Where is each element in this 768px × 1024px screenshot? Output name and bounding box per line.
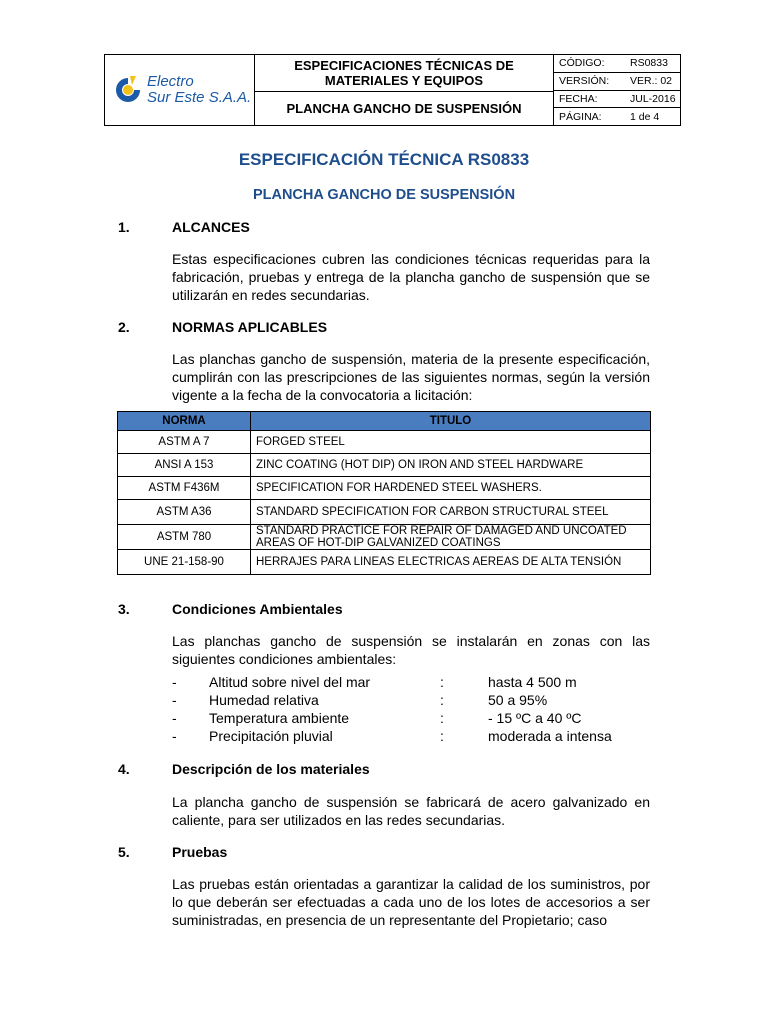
bullet-dash: - <box>172 710 177 726</box>
page-title: ESPECIFICACIÓN TÉCNICA RS0833 <box>238 150 530 169</box>
table-cell: SPECIFICATION FOR HARDENED STEEL WASHERS. <box>251 477 651 500</box>
table-cell: ANSI A 153 <box>118 454 251 477</box>
condition-name: Temperatura ambiente <box>209 710 350 726</box>
section-label: Pruebas <box>172 844 228 860</box>
table-cell: ASTM F436M <box>118 477 251 500</box>
table-row <box>118 525 651 550</box>
condition-value: 50 a 95% <box>488 692 548 708</box>
table-cell: ASTM A 7 <box>118 431 251 454</box>
condition-colon: : <box>440 674 444 690</box>
table-cell: ZINC COATING (HOT DIP) ON IRON AND STEEL HARDWARE <box>251 454 651 477</box>
table-header-row <box>118 412 651 431</box>
section-label: ALCANCES <box>172 219 250 235</box>
condition-name: Altitud sobre nivel del mar <box>209 674 371 690</box>
doc-type: ESPECIFICACIONES TÉCNICAS DE MATERIALES Y EQUIPOS <box>255 55 553 92</box>
table-row <box>118 550 651 575</box>
list-item <box>172 728 650 746</box>
column-header: TITULO <box>251 412 651 431</box>
table-cell: HERRAJES PARA LINEAS ELECTRICAS AEREAS DE ALTA TENSIÓN <box>251 550 651 575</box>
paragraph-ambientales: Las planchas gancho de suspensión se instalarán en zonas con las siguientes condiciones ambientales: <box>172 633 650 667</box>
condition-value: moderada a intensa <box>488 728 612 744</box>
conditions-list <box>172 674 650 746</box>
bullet-dash: - <box>172 674 177 690</box>
logo-wordmark <box>147 74 251 106</box>
meta-value: 1 de 4 <box>630 110 660 123</box>
column-header: NORMA <box>118 412 251 431</box>
meta-value: JUL-2016 <box>630 92 676 105</box>
meta-key: CÓDIGO: <box>559 57 605 70</box>
document-header <box>104 54 681 126</box>
company-logo <box>105 55 255 125</box>
standards-table <box>117 411 651 575</box>
table-row <box>118 500 651 525</box>
table-row <box>118 477 651 500</box>
meta-key: FECHA: <box>559 92 598 105</box>
condition-name: Precipitación pluvial <box>209 728 333 744</box>
section-number: 1. <box>118 219 130 235</box>
paragraph-materiales: La plancha gancho de suspensión se fabricará de acero galvanizado en caliente, para ser utilizados en las redes secundarias. <box>172 794 650 828</box>
page-subtitle: PLANCHA GANCHO DE SUSPENSIÓN <box>252 187 516 203</box>
doc-subject: PLANCHA GANCHO DE SUSPENSIÓN <box>286 101 522 116</box>
bullet-dash: - <box>172 692 177 708</box>
list-item <box>172 692 650 710</box>
table-cell: UNE 21-158-90 <box>118 550 251 575</box>
logo-line1: Electro <box>147 73 194 90</box>
logo-line2: Sur Este S.A.A. <box>147 89 252 106</box>
condition-colon: : <box>440 710 444 726</box>
section-number: 4. <box>118 761 130 777</box>
section-number: 2. <box>118 319 130 335</box>
paragraph-pruebas: Las pruebas están orientadas a garantizar la calidad de los suministros, por lo que deberán ser efectuadas a cada uno de los lotes de accesorios a ser suministradas, en presencia de un representante del Propietario; caso <box>172 876 650 928</box>
section-label: Condiciones Ambientales <box>172 601 343 617</box>
paragraph-normas: Las planchas gancho de suspensión, materia de la presente especificación, cumplirán con las prescripciones de las siguientes normas, según la versión vigente a la fecha de la convocatoria a licitación: <box>172 351 650 403</box>
electro-logo-icon <box>113 75 143 105</box>
condition-colon: : <box>440 728 444 744</box>
meta-value: VER.: 02 <box>630 75 673 88</box>
section-label: Descripción de los materiales <box>172 761 370 777</box>
table-cell: FORGED STEEL <box>251 431 651 454</box>
doc-meta <box>554 55 680 125</box>
section-number: 3. <box>118 601 130 617</box>
table-cell: ASTM A36 <box>118 500 251 525</box>
condition-name: Humedad relativa <box>209 692 319 708</box>
condition-value: - 15 ºC a 40 ºC <box>488 710 582 726</box>
list-item <box>172 674 650 692</box>
section-label: NORMAS APLICABLES <box>172 319 328 335</box>
bullet-dash: - <box>172 728 177 744</box>
meta-value: RS0833 <box>630 57 668 70</box>
table-cell: ASTM 780 <box>118 525 251 550</box>
table-row <box>118 431 651 454</box>
paragraph-alcances: Estas especificaciones cubren las condiciones técnicas requeridas para la fabricación, pruebas y entrega de la plancha gancho de suspensión que se utilizarán en redes secundarias. <box>172 251 650 303</box>
list-item <box>172 710 650 728</box>
table-cell: STANDARD PRACTICE FOR REPAIR OF DAMAGED AND UNCOATED AREAS OF HOT-DIP GALVANIZED COATINGS <box>251 525 651 550</box>
condition-value: hasta 4 500 m <box>488 674 577 690</box>
section-number: 5. <box>118 844 130 860</box>
condition-colon: : <box>440 692 444 708</box>
table-cell: STANDARD SPECIFICATION FOR CARBON STRUCTURAL STEEL <box>251 500 651 525</box>
meta-key: PÁGINA: <box>559 110 602 123</box>
table-row <box>118 454 651 477</box>
meta-key: VERSIÓN: <box>559 75 610 88</box>
